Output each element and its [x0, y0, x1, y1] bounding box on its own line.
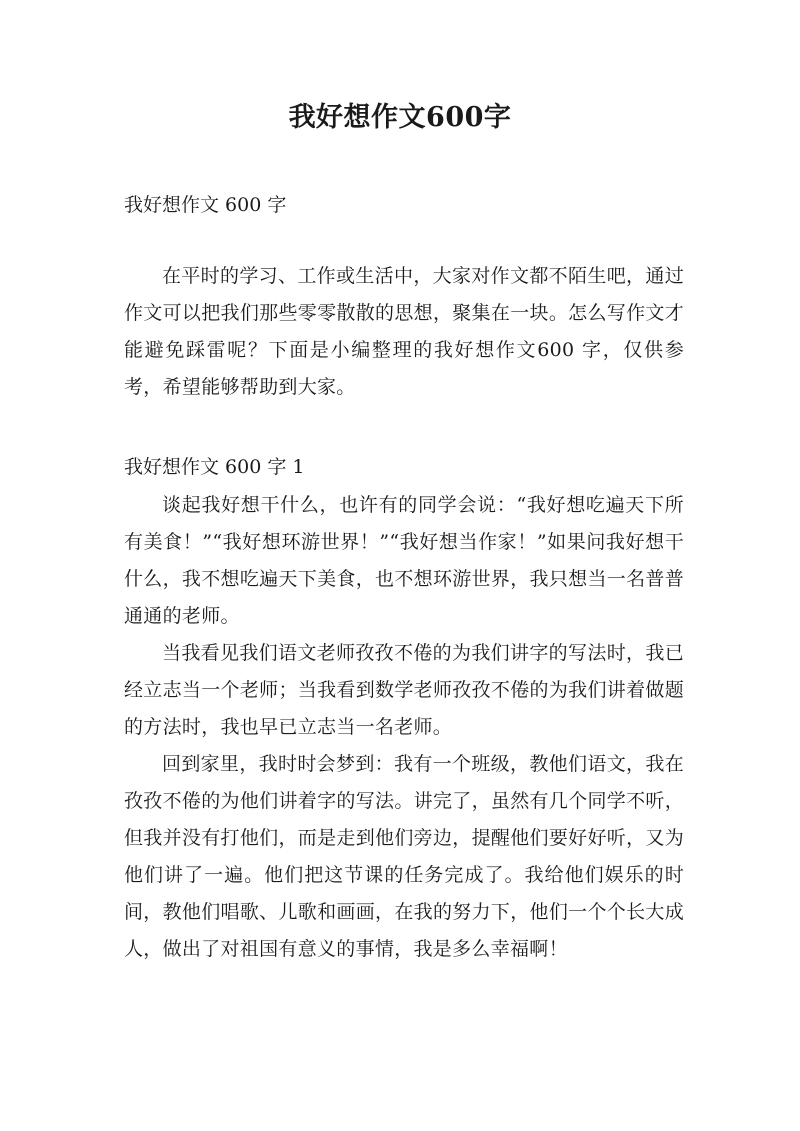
intro-section	[124, 258, 684, 406]
document-subtitle: 我好想作文 600 字	[124, 194, 287, 216]
essay-paragraph: 回到家里，我时时会梦到：我有一个班级，教他们语文，我在孜孜不倦的为他们讲着字的写法。讲完了，虽然有几个同学不听，但我并没有打他们，而是走到他们旁边，提醒他们要好好听，又为他们讲了一遍。他们把这节课的任务完成了。我给他们娱乐的时间，教他们唱歌、儿歌和画画，在我的努力下，他们一个个长大成人，做出了对祖国有意义的事情，我是多么幸福啊！	[124, 753, 684, 960]
intro-paragraph: 在平时的学习、工作或生活中，大家对作文都不陌生吧，通过作文可以把我们那些零零散散的思想，聚集在一块。怎么写作文才能避免踩雷呢？下面是小编整理的我好想作文600 字，仅供参考，希望能够帮助到大家。	[124, 265, 684, 398]
essay-paragraph: 当我看见我们语文老师孜孜不倦的为我们讲字的写法时，我已经立志当一个老师；当我看到数学老师孜孜不倦的为我们讲着做题的方法时，我也早已立志当一名老师。	[124, 642, 684, 738]
document-title: 我好想作文600字	[288, 102, 512, 133]
section-heading: 我好想作文 600 字 1	[124, 456, 305, 478]
essay-section-1	[124, 450, 684, 968]
essay-paragraph: 谈起我好想干什么，也许有的同学会说：“我好想吃遍天下所有美食！”“我好想环游世界！”“我好想当作家！”如果问我好想干什么，我不想吃遍天下美食，也不想环游世界，我只想当一名普普通通的老师。	[124, 494, 684, 627]
